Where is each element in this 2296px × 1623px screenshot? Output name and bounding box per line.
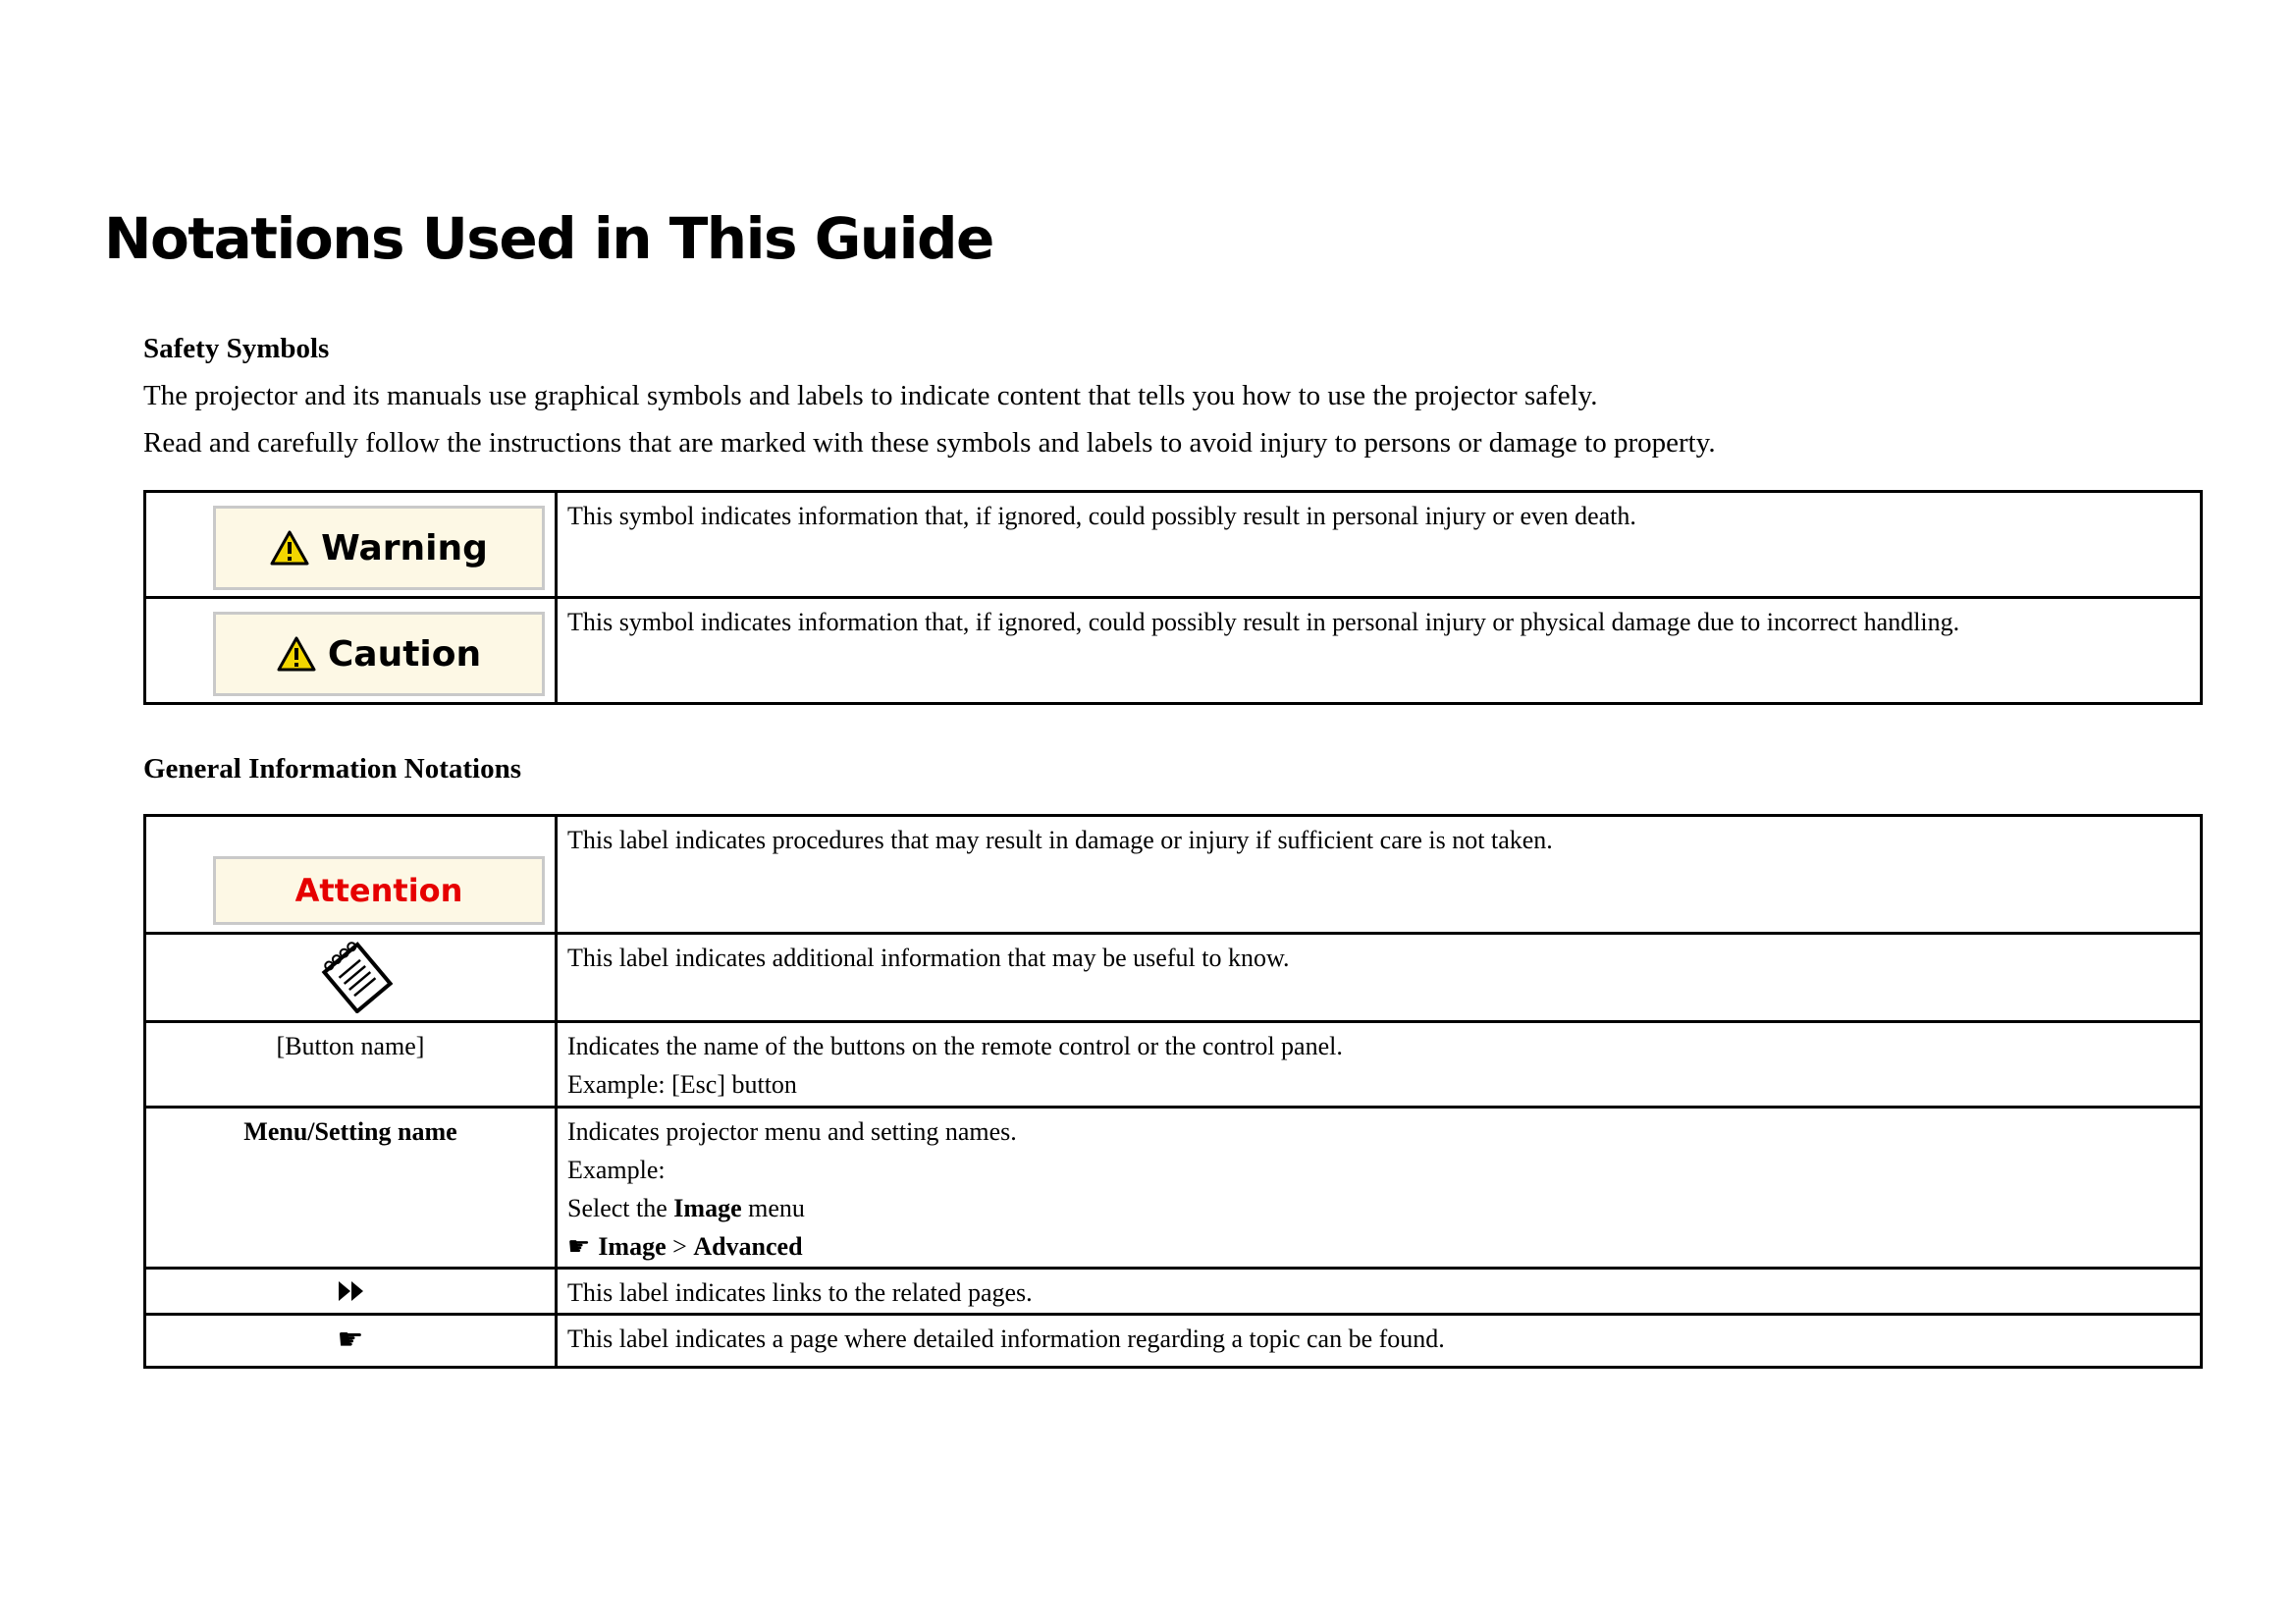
warning-description: This symbol indicates information that, if ignored, could possibly result in personal injury or even death. [557,492,2202,598]
warning-triangle-icon [270,530,309,566]
table-row [145,598,2202,704]
table-row [145,816,2202,934]
links-symbol-cell [145,1269,557,1315]
select-suffix: menu [741,1194,805,1222]
table-row [145,1269,2202,1315]
table-row [145,492,2202,598]
select-prefix: Select the [567,1194,674,1222]
warning-label-text: Warning [321,527,488,568]
table-row [145,1315,2202,1368]
note-description: This label indicates additional information that may be useful to know. [557,934,2202,1022]
path-second: Advanced [693,1232,803,1261]
warning-symbol-cell [145,492,557,598]
links-description: This label indicates links to the related pages. [557,1269,2202,1315]
detail-page-description: This label indicates a page where detailed information regarding a topic can be found. [557,1315,2202,1368]
page-title: Notations Used in This Guide [104,205,993,272]
menu-setting-description [557,1108,2202,1269]
path-separator: > [666,1232,694,1261]
table-row [145,1022,2202,1108]
safety-symbols-table [143,490,2203,705]
attention-label [213,856,545,925]
safety-intro-line-1: The projector and its manuals use graphical symbols and labels to indicate content that tells you how to use the projector safely. [143,380,1598,411]
table-row [145,934,2202,1022]
general-notations-table [143,814,2203,1369]
menu-setting-name-cell: Menu/Setting name [145,1108,557,1269]
safety-intro-line-2: Read and carefully follow the instructions that are marked with these symbols and labels to avoid injury to persons or damage to property. [143,427,1716,459]
warning-label [213,506,545,590]
note-pad-icon [318,939,397,1013]
pointing-hand-icon: ☛ [567,1232,591,1262]
menu-setting-example-label: Example: [567,1156,666,1184]
attention-description: This label indicates procedures that may result in damage or injury if sufficient care is not taken. [557,816,2202,934]
safety-symbols-heading: Safety Symbols [143,333,330,364]
caution-symbol-cell [145,598,557,704]
table-row [145,1108,2202,1269]
double-arrow-icon [339,1281,364,1301]
note-symbol-cell [145,934,557,1022]
menu-setting-select-line [567,1189,2190,1227]
select-menu-name: Image [673,1194,742,1222]
menu-setting-path-line [567,1227,2190,1267]
button-name-example: Example: [Esc] button [567,1070,797,1099]
caution-label-text: Caution [327,633,482,675]
button-name-description [557,1022,2202,1108]
button-name-text: Indicates the name of the buttons on the remote control or the control panel. [567,1032,1343,1060]
button-name-cell: [Button name] [145,1022,557,1108]
general-information-heading: General Information Notations [143,753,522,784]
warning-triangle-icon [277,636,316,672]
caution-description: This symbol indicates information that, if ignored, could possibly result in personal injury or physical damage due to incorrect handling. [557,598,2202,704]
menu-setting-text: Indicates projector menu and setting names. [567,1117,1017,1146]
caution-label [213,612,545,696]
attention-symbol-cell [145,816,557,934]
attention-label-text: Attention [294,871,463,909]
path-first: Image [598,1232,667,1261]
detail-page-symbol-cell [145,1315,557,1368]
pointing-hand-icon: ☛ [337,1323,364,1357]
